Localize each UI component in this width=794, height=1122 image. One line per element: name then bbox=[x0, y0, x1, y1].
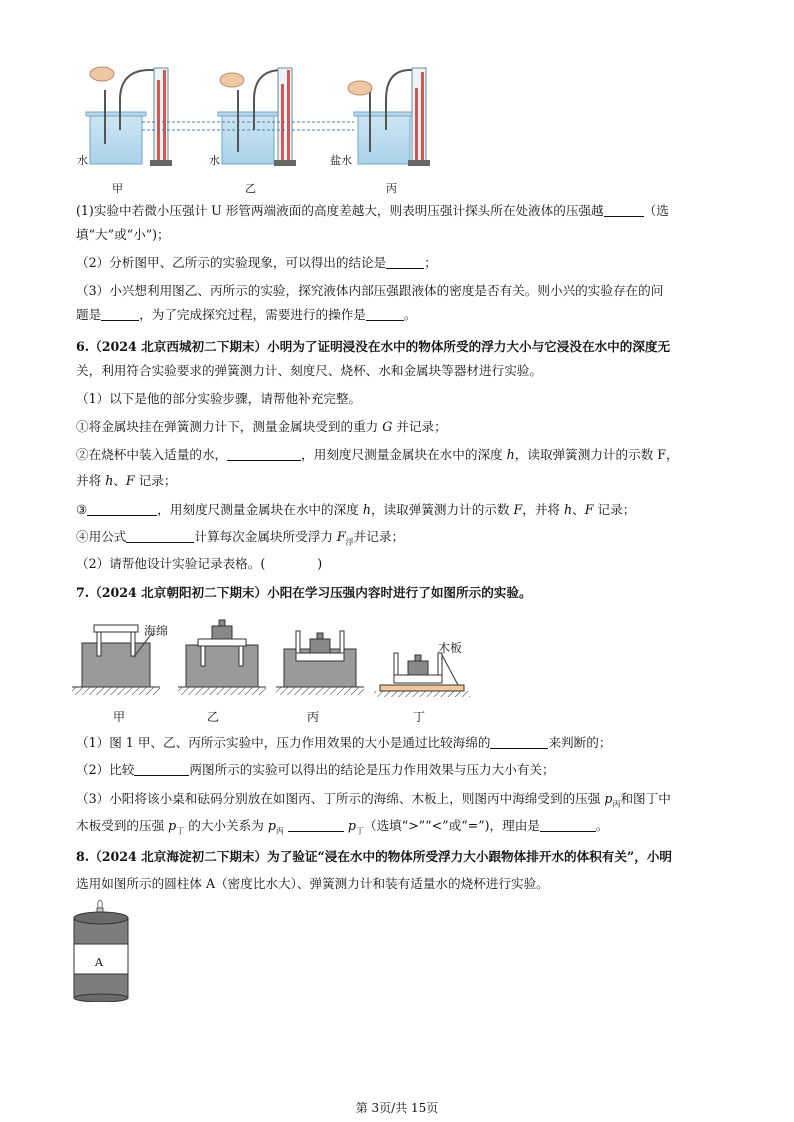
setup-bing bbox=[276, 631, 364, 695]
q8-line-1: 8.（2024 北京海淀初二下期末）为了验证“浸在水中的物体所受浮力大小跟物体排开水的体积有关”，小明 bbox=[76, 849, 673, 864]
q5-line-5: 题是 ，为了完成探究过程，需要进行的操作是 。 bbox=[76, 307, 417, 322]
setup-yi bbox=[178, 620, 266, 695]
apparatus-bing bbox=[348, 68, 430, 166]
blank[interactable] bbox=[288, 819, 344, 832]
q6-line-9: （2）请帮他设计实验记录表格。( ) bbox=[76, 556, 323, 571]
q7-line-5: 木板受到的压强 $p_丁$ 的大小关系为 $p_丙$ $p_丁$（选填“>”“<”或“=”)，理由是 。 bbox=[76, 818, 609, 836]
caption-bing: 丙 bbox=[386, 182, 397, 195]
q6-line-1: 6.（2024 北京西城初二下期末）小明为了证明浸没在水中的物体所受的浮力大小与它浸没在水中的深度无 bbox=[76, 339, 671, 354]
caption-q7-bing: 丙 bbox=[307, 710, 320, 724]
q8-line-2: 选用如图所示的圆柱体 A（密度比水大）、弹簧测力计和装有适量水的烧杯进行实验。 bbox=[76, 876, 549, 891]
q5-line-1: (1)实验中若微小压强计 U 形管两端液面的高度差越大，则表明压强计探头所在处液体的压强越 （选 bbox=[76, 203, 669, 218]
blank[interactable] bbox=[490, 736, 548, 749]
q5-line-4: （3）小兴想利用图乙、丙所示的实验，探究液体内部压强跟液体的密度是否有关。则小兴的实验存在的问 bbox=[76, 283, 664, 298]
blank[interactable] bbox=[126, 530, 194, 543]
caption-yi: 乙 bbox=[245, 182, 256, 195]
caption-q7-ding: 丁 bbox=[413, 710, 426, 724]
blank[interactable] bbox=[134, 763, 189, 776]
figure-pressure-gauge bbox=[70, 60, 470, 200]
blank[interactable] bbox=[227, 448, 301, 461]
q5-line-3: （2）分析图甲、乙所示的实验现象，可以得出的结论是 ； bbox=[76, 255, 437, 270]
blank[interactable] bbox=[604, 204, 644, 217]
q6-line-8: ④用公式 计算每次金属块所受浮力 $F_浮$并记录； bbox=[76, 529, 405, 547]
q7-line-1: 7.（2024 北京朝阳初二下期末）小阳在学习压强内容时进行了如图所示的实验。 bbox=[76, 585, 532, 600]
setup-ding bbox=[374, 653, 470, 697]
q6-line-6: 并将 h、F 记录； bbox=[76, 473, 177, 488]
blank[interactable] bbox=[540, 819, 596, 832]
blank[interactable] bbox=[386, 256, 424, 269]
q6-line-4: ①将金属块挂在弹簧测力计下，测量金属块受到的重力 G 并记录； bbox=[76, 419, 447, 434]
q6-line-2: 关，利用符合实验要求的弹簧测力计、刻度尺、烧杯、水和金属块等器材进行实验。 bbox=[76, 363, 542, 378]
q7-line-2: （1）图 1 甲、乙、丙所示实验中，压力作用效果的大小是通过比较海绵的 来判断的； bbox=[76, 735, 612, 750]
caption-q7-jia: 甲 bbox=[113, 710, 126, 724]
blank[interactable] bbox=[366, 308, 404, 321]
blank[interactable] bbox=[101, 308, 139, 321]
apparatus-jia bbox=[86, 67, 172, 166]
page-footer: 第 3页/共 15页 bbox=[355, 1101, 439, 1115]
label-water-2: 水 bbox=[209, 154, 220, 167]
apparatus-yi bbox=[218, 68, 296, 166]
q5-line-2: 填“大”或“小”)； bbox=[76, 227, 170, 242]
caption-jia: 甲 bbox=[112, 182, 123, 195]
q6-line-7: ③ ，用刻度尺测量金属块在水中的深度 h，读取弹簧测力计的示数 F，并将 h、F 记录； bbox=[76, 502, 636, 517]
caption-q7-yi: 乙 bbox=[207, 710, 220, 724]
figure-cylinder-a bbox=[70, 898, 132, 1002]
q6-line-5: ②在烧杯中装入适量的水， ，用刻度尺测量金属块在水中的深度 h，读取弹簧测力计的示数 F， bbox=[76, 447, 679, 462]
label-water-1: 水 bbox=[77, 154, 88, 167]
label-sponge: 海绵 bbox=[144, 624, 169, 638]
q6-line-3: （1）以下是他的部分实验步骤，请帮他补充完整。 bbox=[76, 391, 362, 406]
figure-sponge-experiments bbox=[70, 615, 480, 710]
label-board: 木板 bbox=[438, 641, 463, 655]
cylinder-label: A bbox=[95, 956, 103, 969]
q7-line-4: （3）小阳将该小桌和砝码分别放在如图丙、丁所示的海绵、木板上，则图丙中海绵受到的压强 $p_丙$和图丁中 bbox=[76, 791, 671, 809]
q7-line-3: （2）比较 两图所示的实验可以得出的结论是压力作用效果与压力大小有关； bbox=[76, 762, 555, 777]
label-saltwater: 盐水 bbox=[330, 154, 352, 167]
blank[interactable] bbox=[87, 503, 157, 516]
